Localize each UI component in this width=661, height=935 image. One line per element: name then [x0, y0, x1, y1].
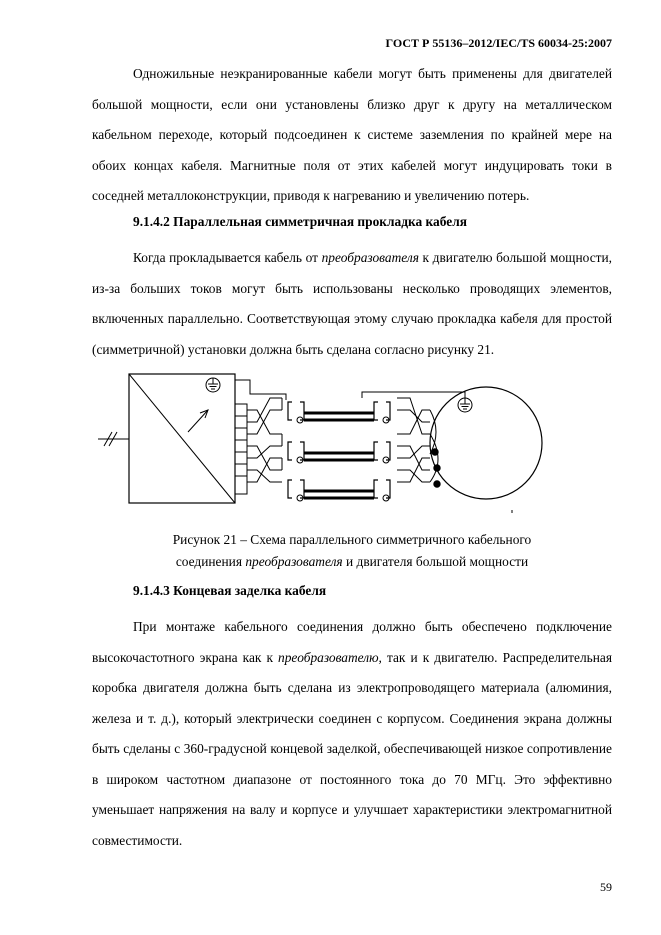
paragraph-single-core-cables [92, 59, 612, 212]
caption-line-1: Рисунок 21 – Схема параллельного симметричного кабельного [172, 532, 532, 547]
italic-term: преобразователя [245, 554, 343, 569]
paragraph-parallel-routing [92, 243, 612, 365]
paragraph-text: При монтаже кабельного соединения должно быть обеспечено подключение высокочастотного экрана как к [92, 619, 612, 665]
document-header: ГОСТ Р 55136–2012/IEC/TS 60034-25:2007 [385, 36, 612, 50]
paragraph-text: к двигателю большой мощности, из-за больших токов могут быть использованы несколько проводящих элементов, включенных параллельно. Соответствующая этому случаю прокладка кабеля для простой (симметричной) установки должна быть сделана согласно рисунку 21. [92, 250, 612, 357]
italic-term: преобразователя [321, 250, 419, 265]
paragraph-text: Одножильные неэкранированные кабели могут быть применены для двигателей большой мощности, если они установлены близко друг к другу на металлическом кабельном переходе, который подсоединен к системе заземления по крайней мере на обоих концах кабеля. Магнитные поля от этих кабелей могут индуцировать токи в соседней металлоконструкции, приводя к нагреванию и увеличению потерь. [92, 66, 612, 203]
italic-term: преобразователю, [278, 649, 382, 665]
paragraph-text: так и к двигателю. Распределительная коробка двигателя должна быть сделана из электропроводящего материала (алюминия, железа и т. д.), который электрически соединен с корпусом. Соединения экрана должны быть сделаны с 360-градусной концевой заделкой, обеспечивающей низкое сопротивление в широком частотном диапазоне от постоянного тока до 70 МГц. Это эффективно уменьшает напряжения на валу и корпусе и улучшает характеристики электромагнитной совместимости. [92, 649, 612, 848]
figure-caption [92, 529, 612, 573]
section-heading-9-1-4-3: 9.1.4.3 Концевая заделка кабеля [133, 583, 327, 598]
paragraph-cable-termination [92, 612, 612, 856]
figure-21-diagram [92, 364, 552, 519]
section-heading-9-1-4-2: 9.1.4.2 Параллельная симметричная прокладка кабеля [133, 214, 467, 229]
caption-text: соединения [175, 554, 246, 569]
paragraph-text: Когда прокладывается кабель от [133, 250, 322, 265]
caption-text: и двигателя большой мощности [342, 554, 529, 569]
page-number: 59 [600, 880, 612, 894]
